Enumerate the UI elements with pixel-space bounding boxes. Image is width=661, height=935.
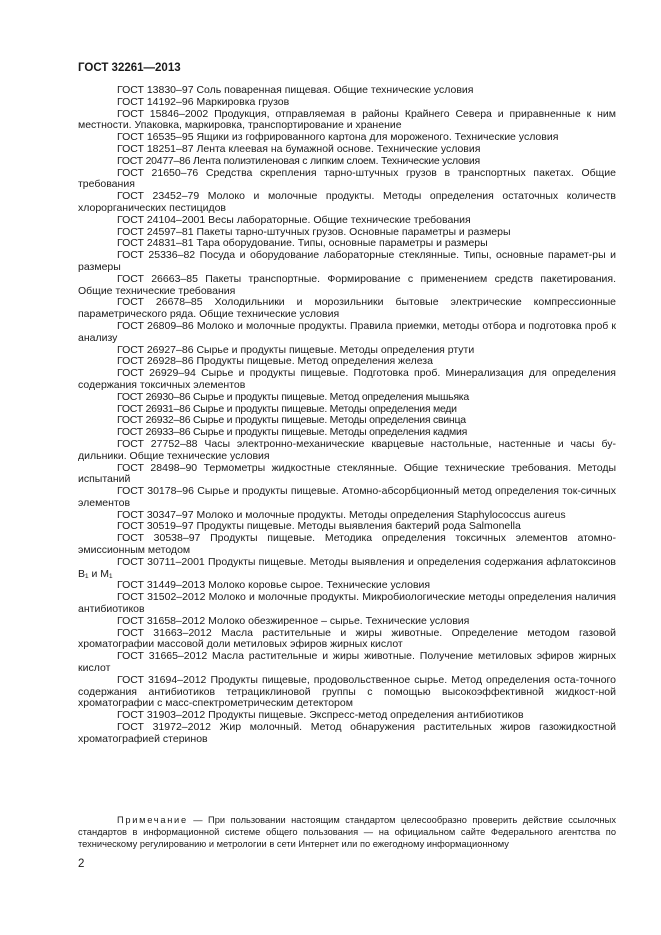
- reference-note: [78, 815, 616, 850]
- reference-item: ГОСТ 31502–2012 Молоко и молочные продукты. Микробиологические методы определения наличия антибиотиков: [78, 591, 616, 616]
- reference-item: ГОСТ 24104–2001 Весы лабораторные. Общие технические требования: [117, 213, 471, 226]
- reference-item: ГОСТ 26809–86 Молоко и молочные продукты. Правила приемки, методы отбора и подготовка проб к анализу: [78, 319, 616, 344]
- reference-item: ГОСТ 26663–85 Пакеты транспортные. Формирование с применением средств пакетирования. Общие технические требования: [78, 272, 616, 297]
- reference-item: ГОСТ 27752–88 Часы электронно-механические кварцевые настольные, настенные и часы бу-дильники. Общие технические условия: [78, 437, 616, 462]
- normative-references-list: [78, 85, 616, 746]
- reference-item: ГОСТ 31449–2013 Молоко коровье сырое. Технические условия: [117, 579, 431, 592]
- reference-item: ГОСТ 26932–86 Сырье и продукты пищевые. Методы определения свинца: [117, 414, 466, 427]
- note-text: — При пользовании настоящим стандартом целесообразно проверить действие ссылочных стандартов в информационной системе общего пользования — на официальном сайте Федерального агентства по техническому регулированию и метрологии в сети Интернет или по ежегодному информационному: [78, 815, 616, 849]
- document-header: ГОСТ 32261—2013: [78, 62, 181, 74]
- reference-item: ГОСТ 30538–97 Продукты пищевые. Методика определения токсичных элементов атомно-эмиссионным методом: [78, 532, 616, 557]
- reference-item: ГОСТ 30347–97 Молоко и молочные продукты. Методы определения Staphylococcus aureus: [117, 508, 566, 521]
- reference-item: ГОСТ 26929–94 Сырье и продукты пищевые. Подготовка проб. Минерализация для определения содержания токсичных элементов: [78, 367, 616, 391]
- note-label: Примечание: [117, 815, 188, 825]
- reference-item: ГОСТ 31972–2012 Жир молочный. Метод обнаружения растительных жиров газожидкостной хроматографией стеринов: [78, 721, 616, 745]
- reference-item: ГОСТ 31663–2012 Масла растительные и жиры животные. Определение методом газовой хроматографии массовой доли метиловых эфиров жирных кислот: [78, 626, 616, 651]
- reference-item: ГОСТ 16535–95 Ящики из гофрированного картона для мороженого. Технические условия: [117, 131, 559, 144]
- reference-item: ГОСТ 31903–2012 Продукты пищевые. Экспресс-метод определения антибиотиков: [117, 709, 524, 722]
- reference-item: ГОСТ 13830–97 Соль поваренная пищевая. Общие технические условия: [117, 84, 474, 96]
- reference-item: ГОСТ 26931–86 Сырье и продукты пищевые. Методы определения меди: [117, 402, 457, 415]
- reference-item: ГОСТ 30519–97 Продукты пищевые. Методы выявления бактерий рода Salmonella: [117, 520, 521, 533]
- reference-item: ГОСТ 26933–86 Сырье и продукты пищевые. Методы определения кадмия: [117, 426, 468, 439]
- reference-item: ГОСТ 26927–86 Сырье и продукты пищевые. Методы определения ртути: [117, 343, 475, 356]
- reference-item: ГОСТ 31694–2012 Продукты пищевые, продовольственное сырье. Метод определения оста-точного содержания антибиотиков тетрациклиновой группы с помощью высокоэффективной жидкост-ной хроматографии с масс-спектрометрическим детектором: [78, 673, 616, 710]
- reference-item: ГОСТ 20477–86 Лента полиэтиленовая с липким слоем. Технические условия: [117, 154, 480, 167]
- reference-item: ГОСТ 24831–81 Тара оборудование. Типы, основные параметры и размеры: [117, 237, 488, 250]
- reference-item: ГОСТ 31665–2012 Масла растительные и жиры животные. Получение метиловых эфиров жирных кислот: [78, 650, 616, 675]
- reference-item: ГОСТ 26930–86 Сырье и продукты пищевые. Метод определения мышьяка: [117, 390, 469, 403]
- reference-item: ГОСТ 28498–90 Термометры жидкостные стеклянные. Общие технические требования. Методы испытаний: [78, 461, 616, 486]
- reference-item: ГОСТ 24597–81 Пакеты тарно-штучных грузов. Основные параметры и размеры: [117, 225, 511, 238]
- reference-item: ГОСТ 21650–76 Средства скрепления тарно-штучных грузов в транспортных пакетах. Общие требования: [78, 166, 616, 191]
- reference-item: ГОСТ 30711–2001 Продукты пищевые. Методы выявления и определения содержания афлатоксинов B₁ и M₁: [78, 555, 616, 580]
- reference-item: ГОСТ 15846–2002 Продукция, отправляемая в районы Крайнего Севера и приравненные к ним местности. Упаковка, маркировка, транспортирование и хранение: [78, 107, 616, 132]
- reference-item: ГОСТ 31658–2012 Молоко обезжиренное – сырье. Технические условия: [117, 614, 470, 627]
- reference-item: ГОСТ 30178–96 Сырье и продукты пищевые. Атомно-абсорбционный метод определения ток-сичных элементов: [78, 485, 616, 509]
- reference-item: ГОСТ 18251–87 Лента клеевая на бумажной основе. Технические условия: [117, 142, 481, 155]
- reference-item: ГОСТ 26678–85 Холодильники и морозильники бытовые электрические компрессионные параметрического ряда. Общие технические условия: [78, 296, 616, 321]
- reference-item: ГОСТ 14192–96 Маркировка грузов: [117, 95, 290, 108]
- page-number: 2: [78, 858, 85, 870]
- reference-item: ГОСТ 26928–86 Продукты пищевые. Метод определения железа: [117, 355, 433, 368]
- reference-item: ГОСТ 25336–82 Посуда и оборудование лабораторные стеклянные. Типы, основные парамет-ры и размеры: [78, 249, 616, 273]
- reference-item: ГОСТ 23452–79 Молоко и молочные продукты. Методы определения остаточных количеств хлорорганических пестицидов: [78, 190, 616, 214]
